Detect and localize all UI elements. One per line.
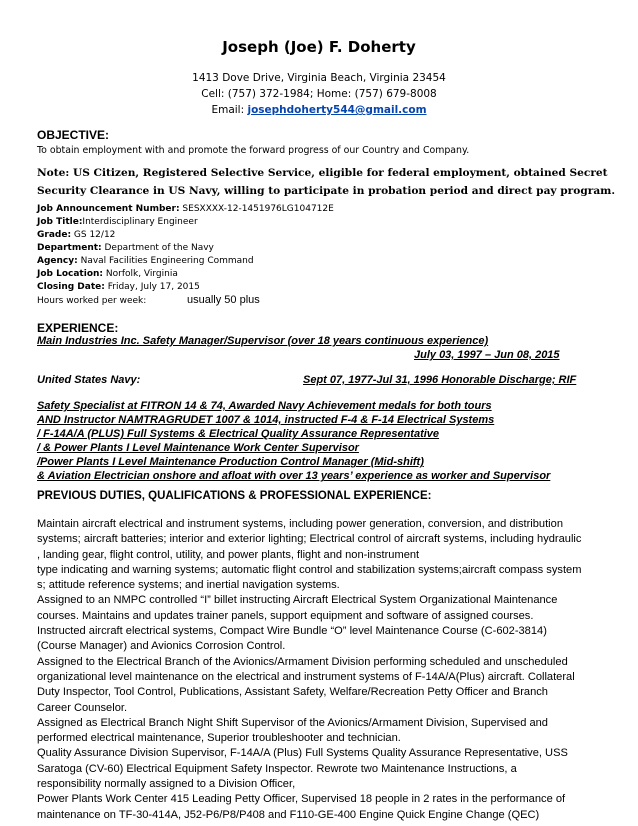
note-line-1: Note: US Citizen, Registered Selective Service, eligible for federal employment, obtained Secret [37,167,608,179]
grade-label: Grade: [37,230,72,240]
navy-label: United States Navy: [37,374,141,386]
duty-line: Duty Inspector, Tool Control, Publications, Assistant Safety, Welfare/Recreation Petty Officer and Branch [37,686,548,699]
duty-line: responsibility normally assigned to a Division Officer, [37,778,296,791]
previous-duties-heading: PREVIOUS DUTIES, QUALIFICATIONS & PROFESSIONAL EXPERIENCE: [37,490,432,502]
duty-line: type indicating and warning systems; automatic flight control and stabilization systems;aircraft compass system [37,563,582,576]
phone-line: Cell: (757) 372-1984; Home: (757) 679-8008 [201,88,437,100]
duty-line: courses. Maintains and updates trainer panels, support equipment and software of assigned courses. [37,609,534,622]
job-announcement-label: Job Announcement Number: [37,204,180,214]
department-value: Department of the Navy [101,243,214,253]
employer-1-dates: July 03, 1997 – Jun 08, 2015 [414,349,560,361]
job-location-label: Job Location: [37,269,104,279]
duty-line: Assigned as Electrical Branch Night Shift Supervisor of the Avionics/Armament Division, Supervised and [37,716,548,729]
employer-1: Main Industries Inc. Safety Manager/Supervisor (over 18 years continuous experience) [37,335,489,347]
experience-heading: EXPERIENCE: [37,321,119,335]
job-location-value: Norfolk, Virginia [103,269,178,279]
email-line [0,104,638,116]
email-link[interactable]: josephdoherty544@gmail.com [247,104,427,116]
navy-roles [37,399,550,484]
applicant-name: Joseph (Joe) F. Doherty [222,38,416,56]
hours-row [37,294,334,308]
address-line: 1413 Dove Drive, Virginia Beach, Virginia 23454 [192,72,446,84]
duty-line: Maintain aircraft electrical and instrument systems, including power generation, conversion, and distribution [37,518,563,530]
duty-line: Power Plants Work Center 415 Leading Petty Officer, Supervised 18 people in 2 rates in the performance of [37,793,566,806]
duty-line: Quality Assurance Division Supervisor, F-14A/A (Plus) Full Systems Quality Assurance Representative, USS [37,747,568,760]
navy-role-line: / F-14A/A (PLUS) Full Systems & Electrical Quality Assurance Representative [37,428,440,441]
note-line-2: Security Clearance in US Navy, willing to participate in probation period and direct pay program. [37,185,616,197]
duty-line: , landing gear, flight control, utility, and power plants, flight and non-instrument [37,548,420,561]
email-label: Email: [211,104,248,116]
duty-line: Saratoga (CV-60) Electrical Equipment Safety Inspector. Rewrote two Maintenance Instructions, a [37,762,517,775]
navy-role-line: & Aviation Electrician onshore and afloat with over 13 years’ experience as worker and Supervisor [37,470,551,483]
job-announcement-value: SESXXXX-12-1451976LG104712E [179,204,334,214]
navy-role-line: AND Instructor NAMTRAGRUDET 1007 & 1014, instructed F-4 & F-14 Electrical Systems [37,414,495,427]
duty-line: (Course Manager) and Avionics Corrosion Control. [37,640,286,653]
duty-line: Assigned to the Electrical Branch of the Avionics/Armament Division performing scheduled and unscheduled [37,655,568,668]
agency-label: Agency: [37,256,78,266]
job-announcement-row [37,203,334,216]
agency-value: Naval Facilities Engineering Command [77,256,254,266]
department-label: Department: [37,243,102,253]
objective-heading: OBJECTIVE: [37,128,110,142]
agency-row [37,255,334,268]
duty-line: maintenance on TF-30-414A, J52-P6/P8/P408 and F110-GE-400 Engine Quick Engine Change (QEC) [37,808,540,821]
closing-date-label: Closing Date: [37,282,105,292]
job-details [37,203,334,308]
hours-value: usually 50 plus [187,294,260,306]
navy-dates: Sept 07, 1977-Jul 31, 1996 Honorable Discharge; RIF [303,374,577,386]
duty-line: Career Counselor. [37,701,128,714]
duty-line: Instructed aircraft electrical systems, Compact Wire Bundle “O” level Maintenance Course (C-602-3814) [37,625,547,638]
duty-line: systems; aircraft batteries; interior and exterior lighting; Electrical control of aircraft systems, including hydraulic [37,533,582,546]
navy-role-line: Safety Specialist at FITRON 14 & 74, Awarded Navy Achievement medals for both tours [37,400,492,412]
grade-row [37,229,334,242]
department-row [37,242,334,255]
duty-line: s; attitude reference systems; and inertial navigation systems. [37,579,340,592]
duty-line: Assigned to an NMPC controlled “I” billet instructing Aircraft Electrical System Organizational Maintenance [37,594,558,607]
navy-role-line: / & Power Plants I Level Maintenance Work Center Supervisor [37,442,359,455]
duty-line: organizational level maintenance on the electrical and instrument systems of F-14A/A(Plus) aircraft. Collateral [37,670,575,683]
closing-date-value: Friday, July 17, 2015 [104,282,200,292]
navy-role-line: /Power Plants I Level Maintenance Production Control Manager (Mid-shift) [37,456,424,469]
hours-label: Hours worked per week: [37,296,147,306]
navy-employer-row [37,374,577,386]
job-title-value: Interdisciplinary Engineer [82,217,198,227]
objective-text: To obtain employment with and promote the forward progress of our Country and Company. [37,145,470,156]
job-title-row [37,216,334,229]
job-location-row [37,268,334,281]
job-title-label: Job Title: [37,217,83,227]
previous-duties-body [37,517,603,823]
closing-date-row [37,281,334,294]
duty-line: performed electrical maintenance, Superior troubleshooter and technician. [37,732,401,745]
grade-value: GS 12/12 [71,230,116,240]
